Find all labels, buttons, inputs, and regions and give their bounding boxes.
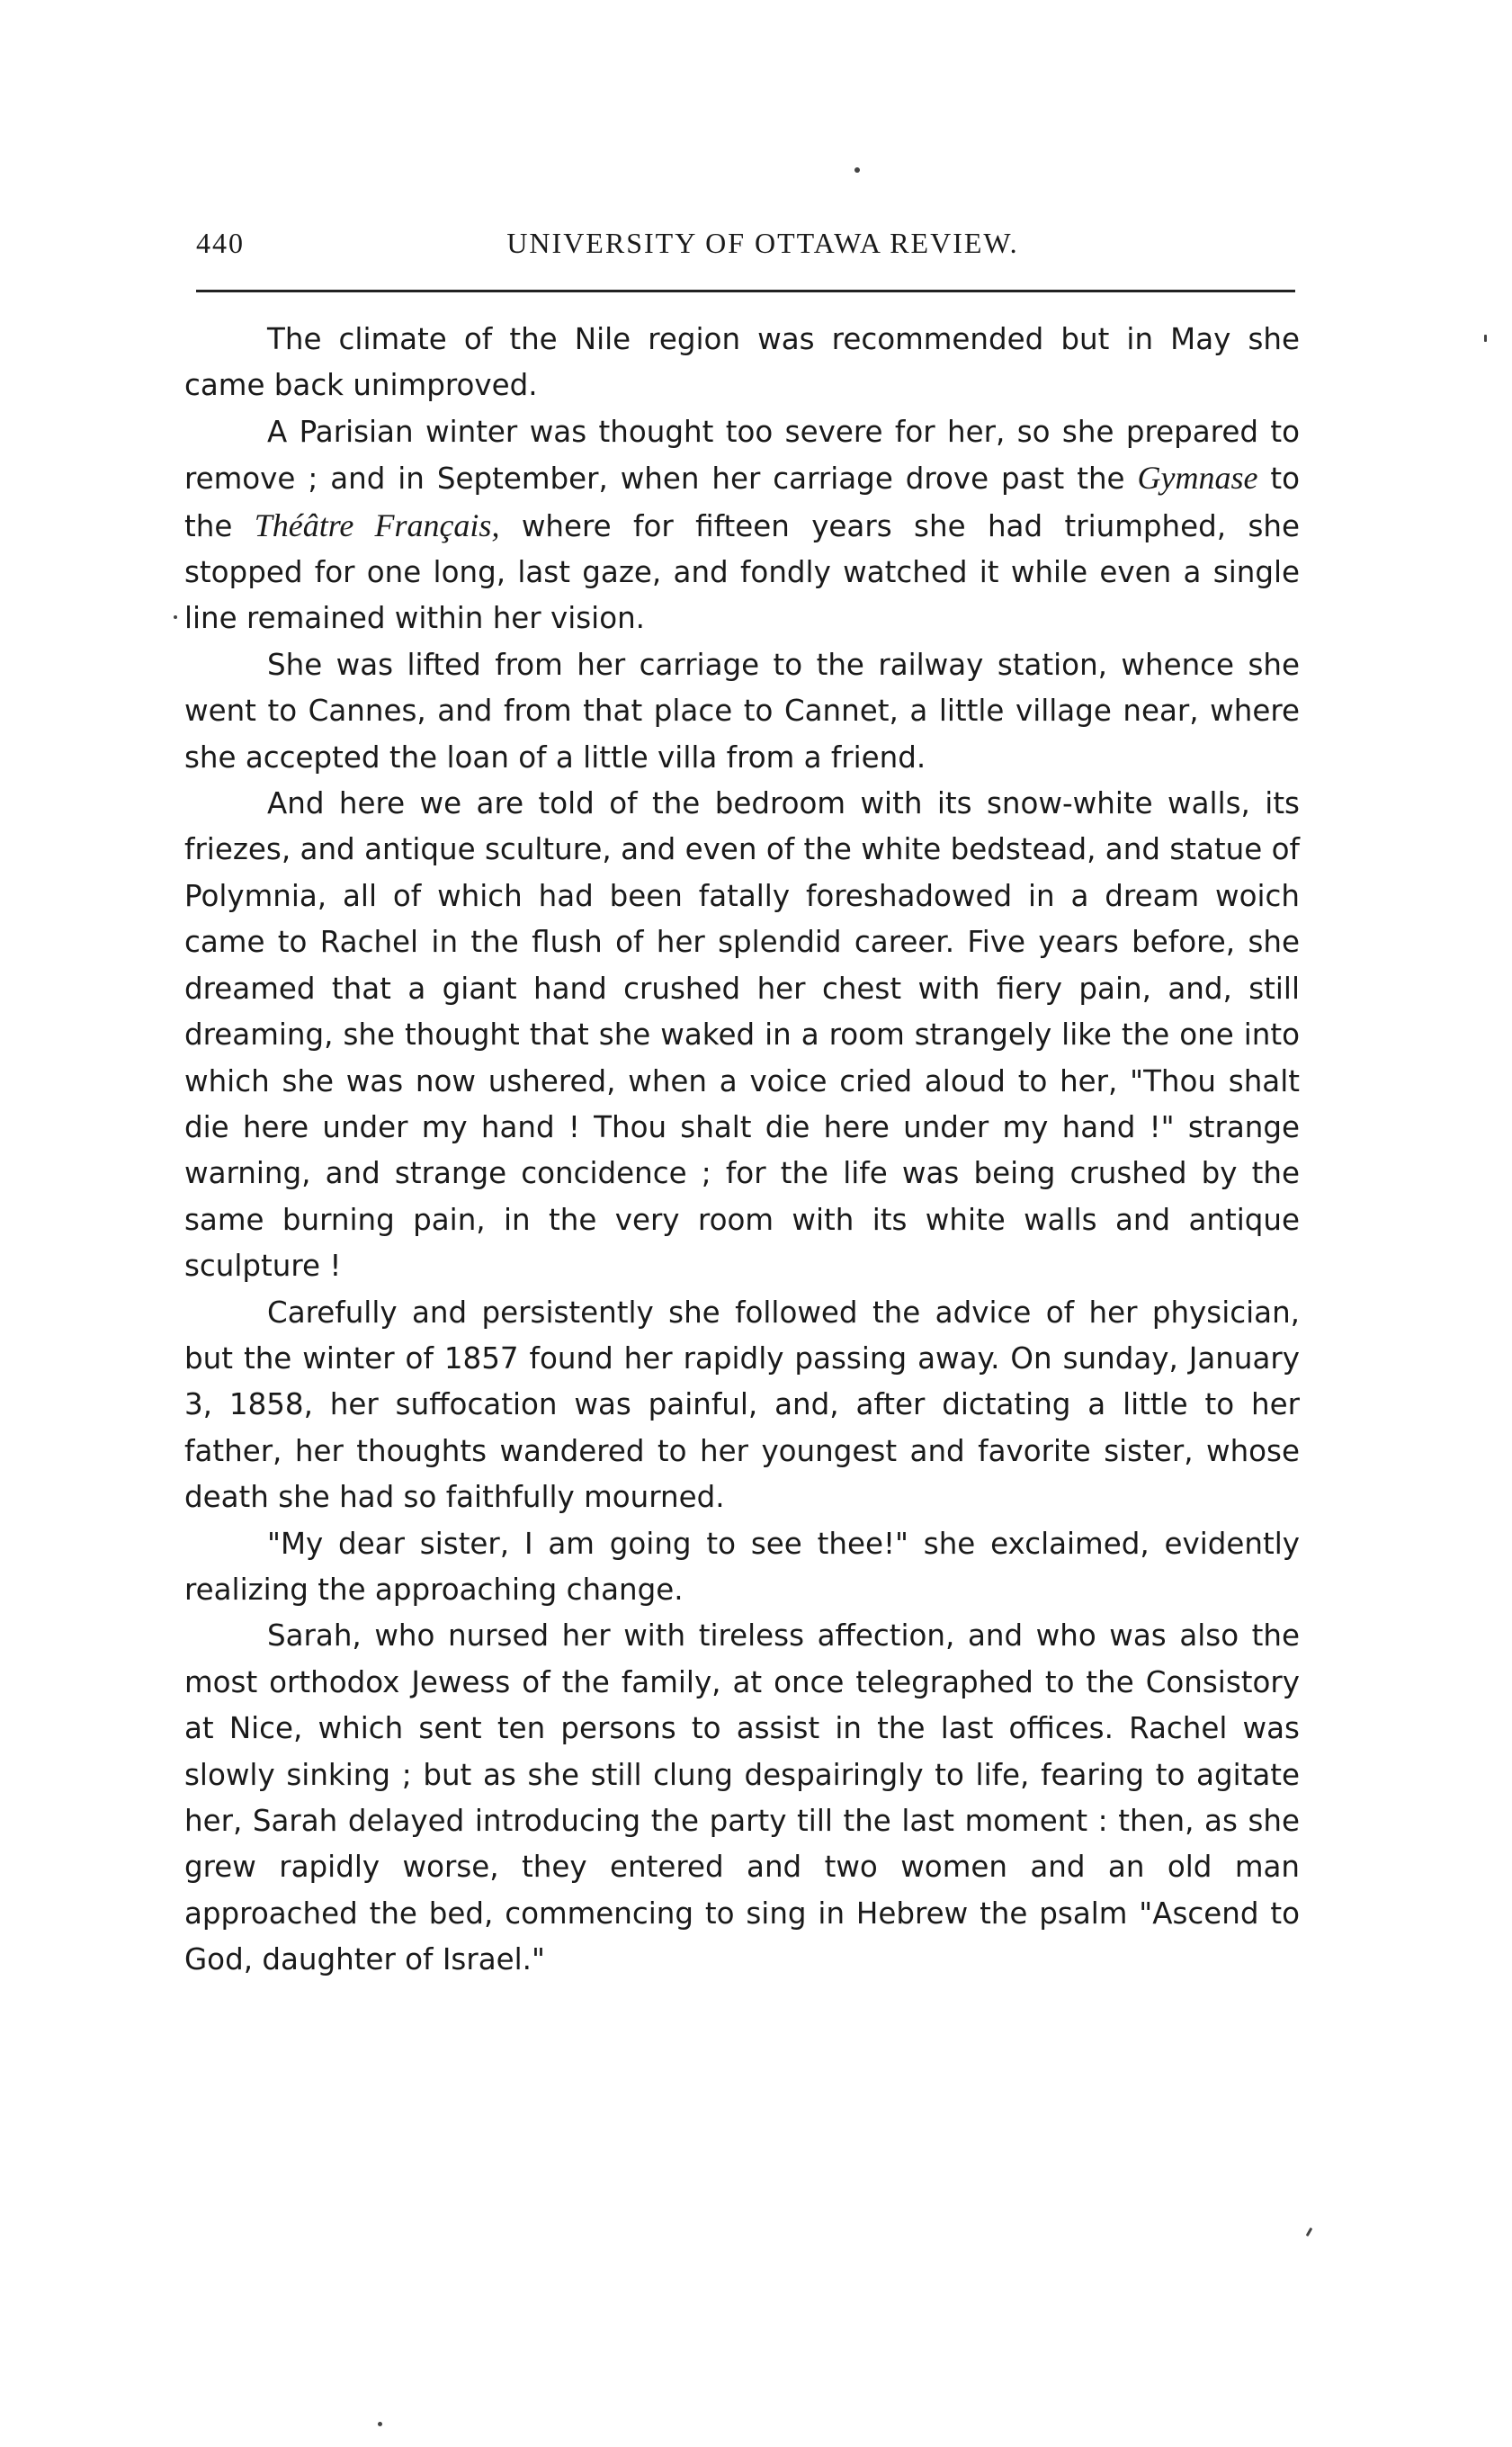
emphasis-gymnase: Gymnase [1137, 460, 1258, 497]
paragraph-6: "My dear sister, I am going to see thee!" she exclaimed, evidently realizing the approaching change. [184, 1526, 1300, 1607]
paragraph-5: Carefully and persistently she followed the advice of her physician, but the winter of 1857 found her rapidly passing away. On sunday, January 3, 1858, her suffocation was painful, and, after dictating a little to her father, her thoughts wandered to her youngest and favorite sister, whose death she had so faithfully mourned. [184, 1295, 1300, 1515]
paragraph-1: The climate of the Nile region was recommended but in May she came back unimproved. [184, 322, 1300, 403]
paper-speck [1306, 2227, 1313, 2236]
page-number: 440 [196, 227, 245, 259]
paragraph-4: And here we are told of the bedroom with its snow-white walls, its friezes, and antique sculture, and even of the white bedstead, and statue of Polymnia, all of which had been fatally foreshadowed in a dream woich came to Rachel in the flush of her splendid career. Five years before, she dreamed that a giant hand crushed her chest with fiery pain, and, still dreaming, she thought that she waked in a room strangely like the one into which she was now ushered, when a voice cried aloud to her, "Thou shalt die here under my hand ! Thou shalt die here under my hand !" strange warning, and strange concidence ; for the life was being crushed by the same burning pain, in the very room with its white walls and antique sculpture ! [184, 786, 1300, 1284]
paper-speck [1484, 335, 1487, 342]
header-rule [196, 290, 1295, 292]
body-text [184, 317, 1300, 1984]
paper-speck [378, 2422, 382, 2426]
paper-speck [854, 167, 860, 173]
running-header [196, 227, 1293, 266]
paragraph-2: A Parisian winter was thought too severe for her, so she prepared to remove ; and in September, when her carriage drove past the Gymnase to the Théâtre Français, where for fifteen years she had triumphed, she stopped for one long, last gaze, and fondly watched it while even a single line remained within her vision. [184, 414, 1300, 636]
paper-speck [174, 615, 177, 619]
emphasis-theatre-francais: Théâtre Français, [254, 506, 500, 543]
journal-title: UNIVERSITY OF OTTAWA REVIEW. [506, 227, 1019, 259]
paragraph-7: Sarah, who nursed her with tireless affection, and who was also the most orthodox Jewess of the family, at once telegraphed to the Consistory at Nice, which sent ten persons to assist in the last offices. Rachel was slowly sinking ; but as she still clung despairingly to life, fearing to agitate her, Sarah delayed introducing the party till the last moment : then, as she grew rapidly worse, they entered and two women and an old man approached the bed, commencing to sing in Hebrew the psalm "Ascend to God, daughter of Israel." [184, 1618, 1300, 1977]
paragraph-3: She was lifted from her carriage to the railway station, whence she went to Cannes, and from that place to Cannet, a little village near, where she accepted the loan of a little villa from a friend. [184, 647, 1300, 775]
